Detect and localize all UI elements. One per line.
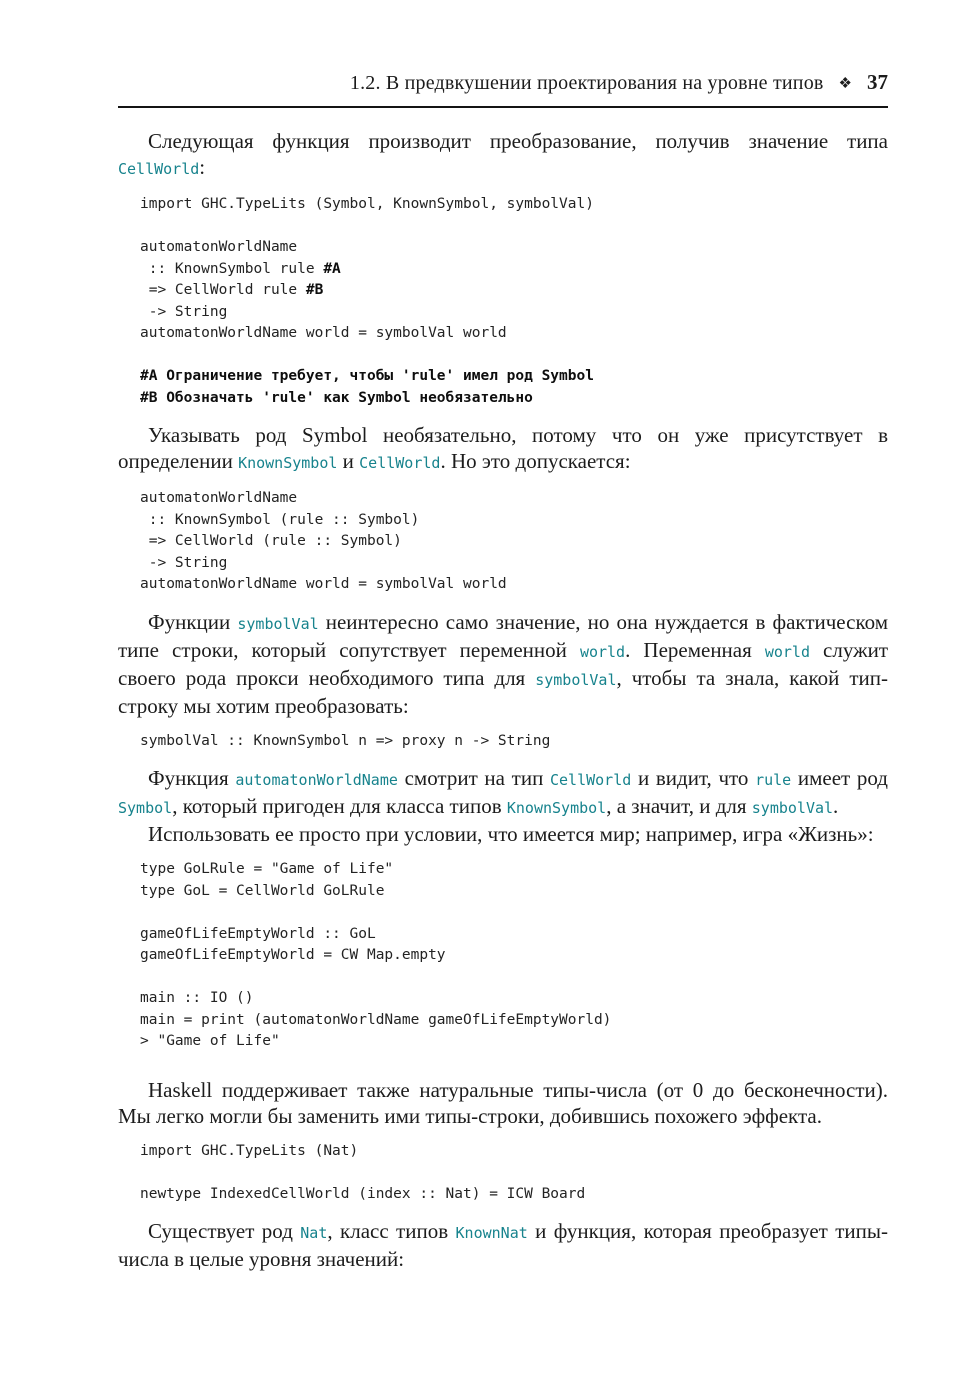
inline-code: automatonWorldName — [235, 771, 398, 789]
code-text: main = print (automatonWorldName gameOfLifeEmptyWorld) — [140, 1011, 612, 1028]
text-run: , а значит, и для — [606, 794, 752, 818]
code-text: automatonWorldName — [140, 239, 298, 255]
text-run: , класс типов — [327, 1219, 456, 1243]
text-run: смотрит на тип — [397, 766, 550, 790]
code-blank-line — [140, 967, 888, 989]
code-line — [140, 859, 888, 881]
paragraph — [118, 422, 888, 476]
text-run: . — [833, 794, 839, 818]
code-blank-line — [140, 345, 888, 367]
code-text: import GHC.TypeLits (Symbol, KnownSymbol, symbolVal) — [140, 196, 594, 212]
text-run: Следующая функция производит преобразование, получив значение типа — [148, 129, 888, 153]
text-run: Функции — [148, 609, 238, 634]
code-text: gameOfLifeEmptyWorld = CW Map.empty — [140, 947, 446, 963]
text-run: Существует род — [148, 1219, 301, 1243]
code-line — [140, 237, 888, 259]
code-text: newtype IndexedCellWorld (index :: Nat) = ICW Board — [140, 1185, 586, 1202]
inline-code: Nat — [300, 1224, 328, 1242]
inline-code: KnownSymbol — [506, 799, 607, 817]
text-run: Функция — [148, 766, 236, 790]
code-blank-line — [140, 216, 888, 238]
section-ornament-icon: ❖ — [838, 76, 852, 92]
code-line — [140, 531, 888, 553]
code-text: automatonWorldName — [140, 490, 298, 506]
paragraph — [118, 609, 888, 719]
code-line — [140, 731, 888, 753]
inline-code: symbolVal — [535, 670, 617, 689]
code-line — [140, 194, 888, 216]
code-line — [140, 574, 888, 596]
code-line — [140, 881, 888, 903]
text-run: и — [337, 449, 360, 473]
text-run: неинтересно само значение, но она нуждается в фактическом типе строки, который сопутствует переменной — [118, 609, 888, 662]
paragraph — [118, 821, 888, 847]
code-text: => CellWorld (rule :: Symbol) — [140, 533, 402, 549]
code-line — [140, 302, 888, 324]
text-run: Использовать ее просто при условии, что имеется мир; например, игра «Жизнь»: — [148, 822, 874, 846]
text-run: служит своего рода прокси необходимого типа для — [118, 637, 889, 690]
code-annotation: #B — [305, 282, 324, 298]
text-run: . Переменная — [625, 637, 765, 662]
code-text: :: KnownSymbol (rule :: Symbol) — [140, 511, 420, 528]
inline-code: KnownSymbol — [238, 454, 338, 472]
code-line — [140, 1031, 888, 1053]
code-line — [140, 488, 888, 510]
inline-code: symbolVal — [237, 614, 319, 633]
text-run: имеет род — [791, 766, 888, 790]
code-line — [140, 1010, 888, 1032]
code-text: symbolVal :: KnownSymbol n => proxy n -> String — [140, 732, 551, 749]
code-line — [140, 510, 888, 532]
code-text: :: KnownSymbol rule — [140, 260, 324, 277]
code-block — [140, 859, 888, 1053]
text-run: Указывать род Symbol необязательно, потому что он уже присутствует в определении — [118, 423, 888, 473]
code-text: automatonWorldName world = symbolVal world — [140, 325, 507, 341]
paragraph — [118, 765, 888, 821]
code-annotation: #A Ограничение требует, чтобы 'rule' имел род Symbol — [140, 368, 594, 384]
text-run: Haskell поддерживает также натуральные типы-числа (от 0 до бесконечности). Мы легко могли бы заменить ими типы-строки, добившись похожего эффекта. — [118, 1077, 888, 1128]
code-line — [140, 323, 888, 345]
code-line — [140, 1141, 888, 1163]
code-text: -> String — [140, 554, 228, 571]
text-run: , который пригоден для класса типов — [172, 794, 507, 818]
page-number: 37 — [867, 70, 888, 94]
header-title: 1.2. В предвкушении проектирования на уровне типов — [349, 72, 824, 94]
code-line — [140, 388, 888, 410]
inline-code: CellWorld — [550, 771, 632, 789]
code-text: import GHC.TypeLits (Nat) — [140, 1142, 359, 1159]
code-line — [140, 1184, 888, 1206]
code-text: gameOfLifeEmptyWorld :: GoL — [140, 925, 376, 942]
paragraph — [118, 128, 888, 182]
text-run: . Но это допускается: — [440, 449, 631, 473]
code-blank-line — [140, 902, 888, 924]
code-line — [140, 553, 888, 575]
code-line — [140, 280, 888, 302]
paragraph — [118, 1218, 888, 1272]
code-block — [140, 488, 888, 596]
text-run: и видит, что — [631, 766, 756, 790]
code-block — [140, 731, 888, 753]
code-text: automatonWorldName world = symbolVal world — [140, 576, 507, 592]
running-header — [118, 70, 888, 108]
inline-code: CellWorld — [118, 160, 200, 178]
inline-code: CellWorld — [359, 454, 441, 472]
paragraph — [118, 1077, 888, 1129]
inline-code: KnownNat — [455, 1224, 528, 1242]
inline-code: Symbol — [118, 799, 173, 817]
inline-code: world — [764, 642, 810, 661]
code-blank-line — [140, 1162, 888, 1184]
code-block — [140, 194, 888, 409]
code-text: type GoL = CellWorld GoLRule — [140, 882, 385, 899]
code-text: type GoLRule = "Game of Life" — [140, 861, 394, 877]
code-text: -> String — [140, 303, 228, 320]
code-line — [140, 366, 888, 388]
inline-code: world — [579, 642, 626, 661]
inline-code: symbolVal — [751, 799, 834, 817]
text-run: : — [199, 155, 206, 179]
page-content — [118, 128, 888, 1272]
text-run: и функция, которая преобразует типы-числа в целые уровня значений: — [118, 1219, 888, 1271]
code-line — [140, 924, 888, 946]
code-text: => CellWorld rule — [140, 282, 306, 298]
code-text: main :: IO () — [140, 990, 254, 1006]
code-line — [140, 945, 888, 967]
inline-code: rule — [755, 771, 792, 789]
code-text: > "Game of Life" — [140, 1033, 280, 1049]
code-line — [140, 259, 888, 281]
text-run: , чтобы та знала, какой тип-строку мы хотим преобразовать: — [118, 665, 888, 718]
code-annotation: #A — [323, 260, 341, 277]
code-annotation: #B Обозначать 'rule' как Symbol необязательно — [140, 389, 533, 406]
code-block — [140, 1141, 888, 1206]
code-line — [140, 988, 888, 1010]
